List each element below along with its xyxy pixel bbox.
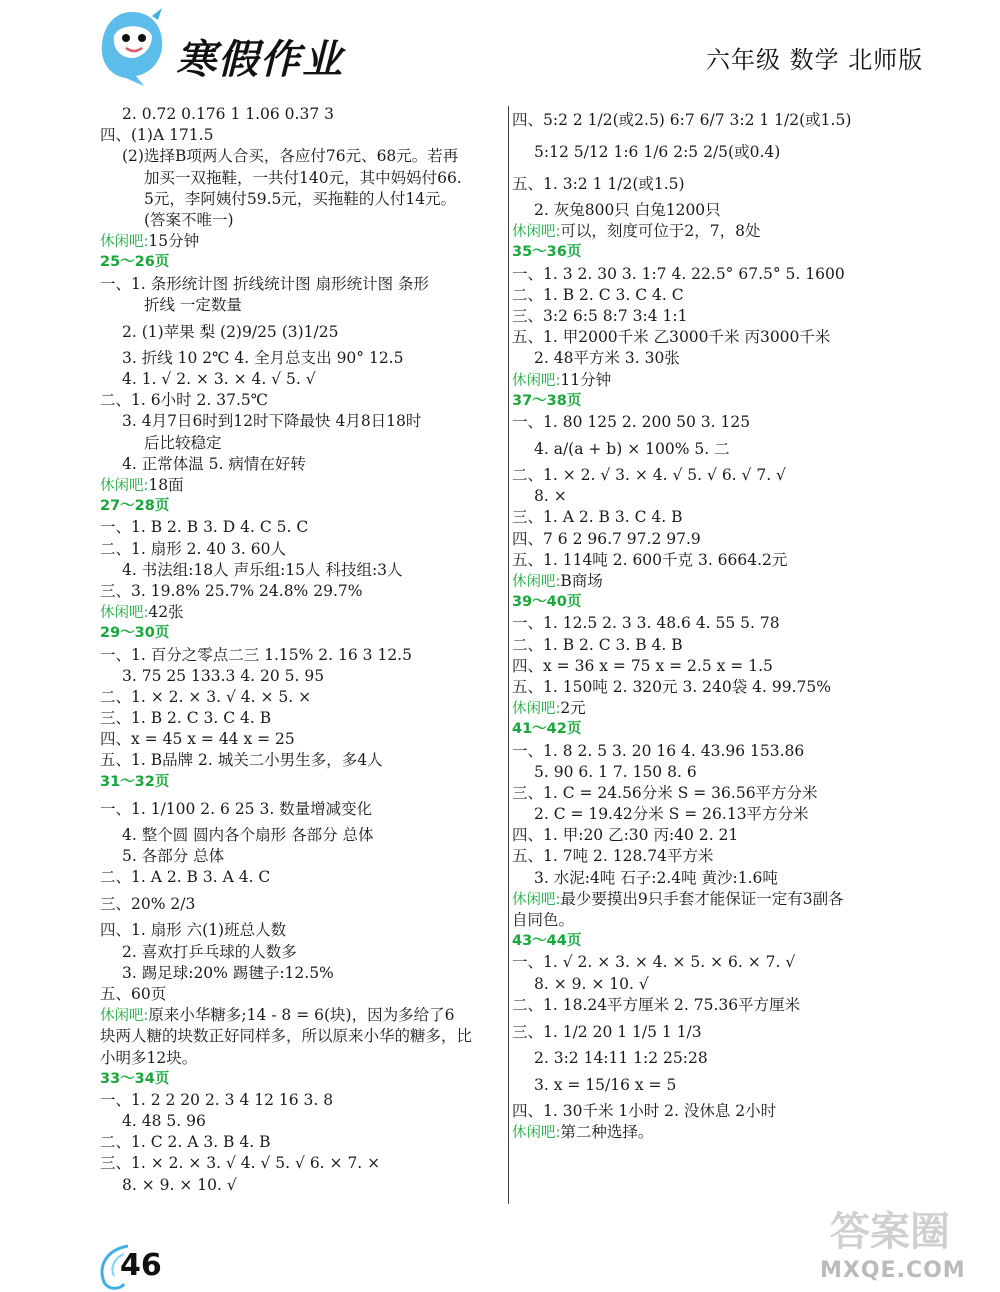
answer-line: 折线 一定数量 (144, 295, 242, 314)
answer-line: 三、3:2 6:5 8:7 3:4 1:1 (512, 306, 688, 325)
watermark-logo: 答案圈 (830, 1209, 950, 1255)
answer-line: 一、1. 2 2 20 2. 3 4 12 16 3. 8 (100, 1090, 334, 1109)
answer-line: 休闲吧:可以，刻度可位于2，7，8处 (512, 222, 761, 241)
leisure-label: 休闲吧: (100, 478, 149, 494)
answer-line: 2. (1)苹果 梨 (2)9/25 (3)1/25 (122, 322, 339, 341)
answer-line: 3. 折线 10 2℃ 4. 全月总支出 90° 12.5 (122, 348, 404, 367)
section-heading: 43～44页 (512, 933, 582, 950)
answer-line: 8. × (534, 487, 567, 506)
answer-line: 休闲吧:B商场 (512, 572, 603, 590)
answer-line: 二、1. B 2. C 3. C 4. C (512, 285, 684, 304)
leisure-label: 休闲吧: (512, 891, 561, 908)
answer-line: 四、x = 45 x = 44 x = 25 (100, 730, 295, 749)
section-heading: 33～34页 (100, 1070, 170, 1087)
answer-line: 3. x = 15/16 x = 5 (534, 1076, 677, 1095)
page-number: 46 (120, 1248, 162, 1283)
answer-line: 加买一双拖鞋，一共付140元，其中妈妈付66. (144, 168, 462, 187)
answer-line: 2. 3:2 14:11 1:2 25:28 (534, 1048, 708, 1067)
answer-line: (2)选择B项两人合买，各应付76元、68元。若再 (122, 147, 459, 166)
answer-line: 5. 90 6. 1 7. 150 8. 6 (534, 762, 697, 781)
column-divider (508, 106, 509, 1204)
answer-line: 一、1. 12.5 2. 3 3. 48.6 4. 55 5. 78 (512, 614, 780, 633)
answer-line: 3. 4月7日6时到12时下降最快 4月8日18时 (122, 412, 422, 431)
answer-line: 五、1. B品牌 2. 城关二小男生多，多4人 (100, 751, 383, 770)
section-heading: 25～26页 (100, 254, 170, 271)
answer-line: 五、60页 (100, 984, 167, 1003)
leisure-label: 休闲吧: (100, 1008, 149, 1025)
dolphin-mascot-icon (92, 6, 172, 90)
answer-line: 小明多12块。 (100, 1048, 198, 1067)
answer-line: 休闲吧:第二种选择。 (512, 1123, 654, 1142)
answer-line: 2. C = 19.42分米 S = 26.13平方分米 (534, 805, 809, 824)
section-heading: 37～38页 (512, 392, 582, 409)
answer-line: 块两人糖的块数正好同样多，所以原来小华的糖多，比 (100, 1027, 473, 1046)
answer-line: 二、1. 18.24平方厘米 2. 75.36平方厘米 (512, 995, 801, 1014)
answer-line: 4. 整个圆 圆内各个扇形 各部分 总体 (122, 825, 374, 844)
answer-line: 三、20% 2/3 (100, 895, 196, 914)
answer-line: 2. 喜欢打乒乓球的人数多 (122, 942, 297, 961)
answer-line: 休闲吧:42张 (100, 603, 184, 622)
answer-line: 二、1. C 2. A 3. B 4. B (100, 1133, 271, 1152)
answer-line: 5:12 5/12 1:6 1/6 2:5 2/5(或0.4) (534, 143, 781, 161)
answer-line: 三、1. B 2. C 3. C 4. B (100, 709, 272, 728)
answer-line: 四、1. 30千米 1小时 2. 没休息 2小时 (512, 1102, 777, 1121)
answer-line: 四、x = 36 x = 75 x = 2.5 x = 1.5 (512, 656, 773, 675)
answer-line: 一、1. 条形统计图 折线统计图 扇形统计图 条形 (100, 274, 429, 293)
answer-line: 五、1. 3:2 1 1/2(或1.5) (512, 175, 685, 193)
answer-line: 2. 灰兔800只 白兔1200只 (534, 201, 721, 219)
answer-column-right (512, 104, 894, 1144)
answer-line: 5元，李阿姨付59.5元，买拖鞋的人付14元。 (144, 189, 457, 208)
leisure-label: 休闲吧: (100, 605, 149, 622)
answer-line: 一、1. 80 125 2. 200 50 3. 125 (512, 412, 751, 431)
answer-line: 4. 48 5. 96 (122, 1112, 206, 1131)
answer-line: 四、5:2 2 1/2(或2.5) 6:7 6/7 3:2 1 1/2(或1.5) (512, 111, 852, 129)
leisure-label: 休闲吧: (512, 574, 561, 590)
answer-line: 三、1. A 2. B 3. C 4. B (512, 508, 683, 527)
answer-line: 五、1. 150吨 2. 320元 3. 240袋 4. 99.75% (512, 677, 831, 696)
answer-line: 2. 48平方米 3. 30张 (534, 349, 680, 368)
answer-line: 休闲吧:11分钟 (512, 370, 612, 389)
watermark-site: MXQE.COM (820, 1258, 966, 1283)
answer-line: 二、1. × 2. √ 3. × 4. √ 5. √ 6. √ 7. √ (512, 466, 786, 485)
answer-line: 休闲吧:最少要摸出9只手套才能保证一定有3副各 (512, 889, 844, 908)
answer-line: 四、1. 扇形 六(1)班总人数 (100, 921, 287, 940)
answer-line: 三、3. 19.8% 25.7% 24.8% 29.7% (100, 581, 363, 600)
answer-line: 8. × 9. × 10. √ (534, 974, 649, 993)
answer-line: 3. 75 25 133.3 4. 20 5. 95 (122, 666, 325, 685)
section-heading: 35～36页 (512, 244, 582, 261)
answer-line: 三、1. 1/2 20 1 1/5 1 1/3 (512, 1022, 702, 1041)
answer-line: 二、1. B 2. C 3. B 4. B (512, 635, 683, 654)
section-heading: 39～40页 (512, 594, 582, 611)
section-heading: 41～42页 (512, 721, 582, 738)
answer-line: 四、(1)A 171.5 (100, 126, 214, 145)
answer-line: 4. a/(a + b) × 100% 5. 二 (534, 440, 730, 459)
answer-line: 二、1. 6小时 2. 37.5℃ (100, 391, 269, 410)
answer-line: 3. 水泥:4吨 石子:2.4吨 黄沙:1.6吨 (534, 868, 778, 887)
answer-line: 三、1. × 2. × 3. √ 4. √ 5. √ 6. × 7. × (100, 1154, 381, 1173)
answer-line: 4. 书法组:18人 声乐组:15人 科技组:3人 (122, 560, 403, 579)
answer-line: 休闲吧:18面 (100, 476, 184, 494)
section-heading: 31～32页 (100, 773, 170, 790)
answer-column-left (100, 104, 500, 1196)
answer-line: 一、1. 3 2. 30 3. 1:7 4. 22.5° 67.5° 5. 1600 (512, 264, 845, 283)
leisure-label: 休闲吧: (512, 224, 561, 241)
section-heading: 29～30页 (100, 625, 170, 642)
book-title: 寒假作业 (176, 37, 344, 83)
answer-line: 二、1. A 2. B 3. A 4. C (100, 868, 271, 887)
answer-line: 四、7 6 2 96.7 97.2 97.9 (512, 529, 701, 548)
answer-line: 四、1. 甲:20 乙:30 丙:40 2. 21 (512, 826, 739, 845)
answer-line: 一、1. B 2. B 3. D 4. C 5. C (100, 518, 309, 537)
answer-line: 自同色。 (512, 911, 575, 929)
answer-line: 3. 踢足球:20% 踢毽子:12.5% (122, 963, 334, 982)
answer-line: 一、1. √ 2. × 3. × 4. × 5. × 6. × 7. √ (512, 953, 796, 972)
answer-line: 4. 正常体温 5. 病情在好转 (122, 454, 306, 473)
section-heading: 27～28页 (100, 498, 170, 515)
answer-line: 2. 0.72 0.176 1 1.06 0.37 3 (122, 105, 334, 123)
page-footer (94, 1240, 184, 1292)
answer-line: (答案不唯一) (144, 210, 234, 229)
grade-subject-edition: 六年级 数学 北师版 (706, 46, 924, 74)
answer-line: 五、1. 甲2000千米 乙3000千米 丙3000千米 (512, 328, 831, 347)
answer-line: 五、1. 7吨 2. 128.74平方米 (512, 847, 714, 866)
answer-line: 二、1. × 2. × 3. √ 4. × 5. × (100, 687, 312, 706)
answer-line: 后比较稳定 (144, 433, 222, 452)
answer-line: 一、1. 1/100 2. 6 25 3. 数量增减变化 (100, 799, 373, 818)
answer-line: 一、1. 8 2. 5 3. 20 16 4. 43.96 153.86 (512, 741, 805, 760)
answer-line: 五、1. 114吨 2. 600千克 3. 6664.2元 (512, 550, 788, 569)
answer-line: 三、1. C = 24.56分米 S = 36.56平方分米 (512, 783, 818, 802)
answer-line: 二、1. 扇形 2. 40 3. 60人 (100, 539, 286, 558)
answer-line: 休闲吧:2元 (512, 699, 586, 718)
answer-line: 休闲吧:15分钟 (100, 232, 200, 251)
answer-line: 一、1. 百分之零点二三 1.15% 2. 16 3 12.5 (100, 645, 412, 664)
leisure-label: 休闲吧: (512, 1125, 561, 1142)
answer-line: 5. 各部分 总体 (122, 847, 225, 865)
watermark (820, 1200, 990, 1290)
leisure-label: 休闲吧: (512, 372, 561, 389)
leisure-label: 休闲吧: (100, 234, 149, 251)
leisure-label: 休闲吧: (512, 701, 561, 718)
answer-line: 4. 1. √ 2. × 3. × 4. √ 5. √ (122, 370, 316, 389)
answer-line: 休闲吧:原来小华糖多;14 - 8 = 6(块)，因为多给了6 (100, 1006, 455, 1025)
answer-line: 8. × 9. × 10. √ (122, 1175, 237, 1194)
page-header (0, 0, 1000, 100)
